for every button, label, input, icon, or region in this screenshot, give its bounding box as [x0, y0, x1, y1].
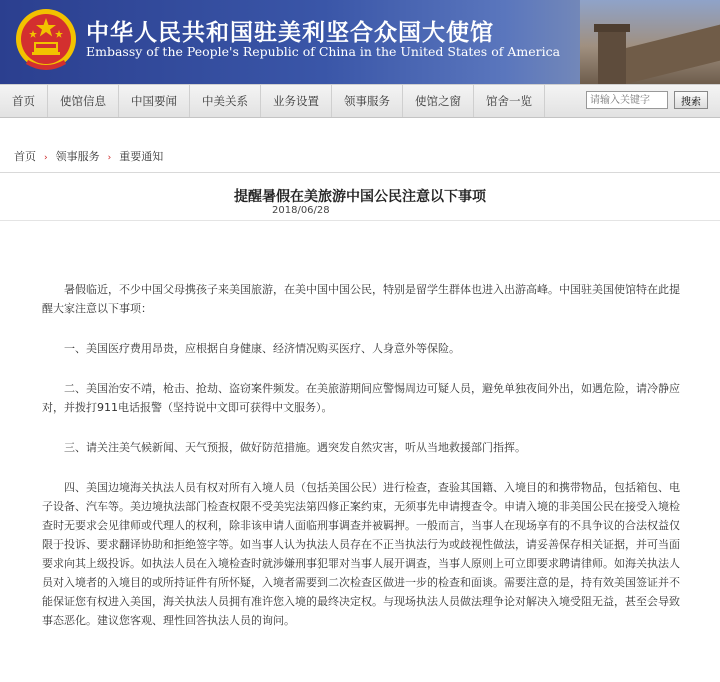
site-search — [586, 91, 708, 109]
article-paragraph: 四、美国边境海关执法人员有权对所有入境人员（包括美国公民）进行检查，查验其国籍、入境目的和携带物品，包括箱包、电子设备、汽车等。美边境执法部门检查权限不受美宪法第四修正案约束，无须事先申请搜查令。申请入境的非美国公民在接受入境检查时无要求会见律师或代理人的权利，除非该申请人面临刑事调查并被羁押。一般而言，当事人在现场享有的不具争议的合法权益仅限于投诉、要求翻译协助和拒绝签字等。如当事人认为执法人员存在不正当执法行为或歧视性做法，请妥善保存相关证据，并可当面要求向其上级投诉。如执法人员在入境检查时就涉嫌刑事犯罪对当事人展开调查，当事人原则上可立即要求聘请律师。如海关执法人员对入境者的入境目的或所持证件有所怀疑，入境者需要到二次检查区做进一步的检查和面谈。需要注意的是，持有效美国签证并不能保证您有权进入美国，海关执法人员拥有准许您入境的最终决定权。与现场执法人员做法理争论对解决入境受阻无益，甚至会导致事态恶化。建议您客观、理性回答执法人员的询问。 — [42, 481, 680, 627]
nav-item-premises[interactable]: 馆舍一览 — [474, 85, 545, 117]
divider — [0, 220, 720, 221]
site-title-english: Embassy of the People's Republic of China in the United States of America — [86, 44, 561, 59]
search-input[interactable] — [586, 91, 668, 109]
national-emblem-icon — [14, 6, 78, 76]
breadcrumb-home[interactable]: 首页 — [14, 150, 36, 163]
article-body — [42, 280, 682, 651]
article-paragraph: 暑假临近，不少中国父母携孩子来美国旅游，在美中国中国公民，特别是留学生群体也进入出游高峰。中国驻美国使馆特在此提醒大家注意以下事项： — [42, 283, 680, 315]
article-paragraph: 三、请关注美气候新闻、天气预报，做好防范措施。遇突发自然灾害，听从当地救援部门指挥。 — [64, 441, 526, 454]
nav-item-consular-services[interactable]: 领事服务 — [332, 85, 403, 117]
article-paragraph: 一、美国医疗费用昂贵，应根据自身健康、经济情况购买医疗、人身意外等保险。 — [64, 342, 460, 355]
nav-item-embassy-info[interactable]: 使馆信息 — [48, 85, 119, 117]
article-date: 2018/06/28 — [272, 205, 330, 216]
nav-item-embassy-window[interactable]: 使馆之窗 — [403, 85, 474, 117]
nav-item-china-us-relations[interactable]: 中美关系 — [190, 85, 261, 117]
breadcrumb-consular-services[interactable]: 领事服务 — [55, 150, 100, 163]
breadcrumb-important-notice[interactable]: 重要通知 — [119, 150, 164, 163]
article-paragraph: 二、美国治安不靖，枪击、抢劫、盗窃案件频发。在美旅游期间应警惕周边可疑人员，避免单独夜间外出，如遇危险，请冷静应对，并拨打911电话报警（坚持说中文即可获得中文服务）。 — [42, 382, 680, 414]
header-banner — [0, 0, 720, 84]
nav-item-departments[interactable]: 业务设置 — [261, 85, 332, 117]
search-button[interactable]: 搜索 — [674, 91, 708, 109]
breadcrumb — [14, 148, 163, 164]
chevron-right-icon: › — [107, 153, 112, 163]
article-title: 提醒暑假在美旅游中国公民注意以下事项 — [234, 189, 486, 205]
nav-item-home[interactable]: 首页 — [0, 85, 48, 117]
chevron-right-icon: › — [44, 153, 48, 163]
divider — [0, 172, 720, 173]
nav-item-china-news[interactable]: 中国要闻 — [119, 85, 190, 117]
main-navigation — [0, 84, 720, 118]
site-title-chinese: 中华人民共和国驻美利坚合众国大使馆 — [86, 19, 494, 46]
great-wall-image — [580, 0, 720, 84]
